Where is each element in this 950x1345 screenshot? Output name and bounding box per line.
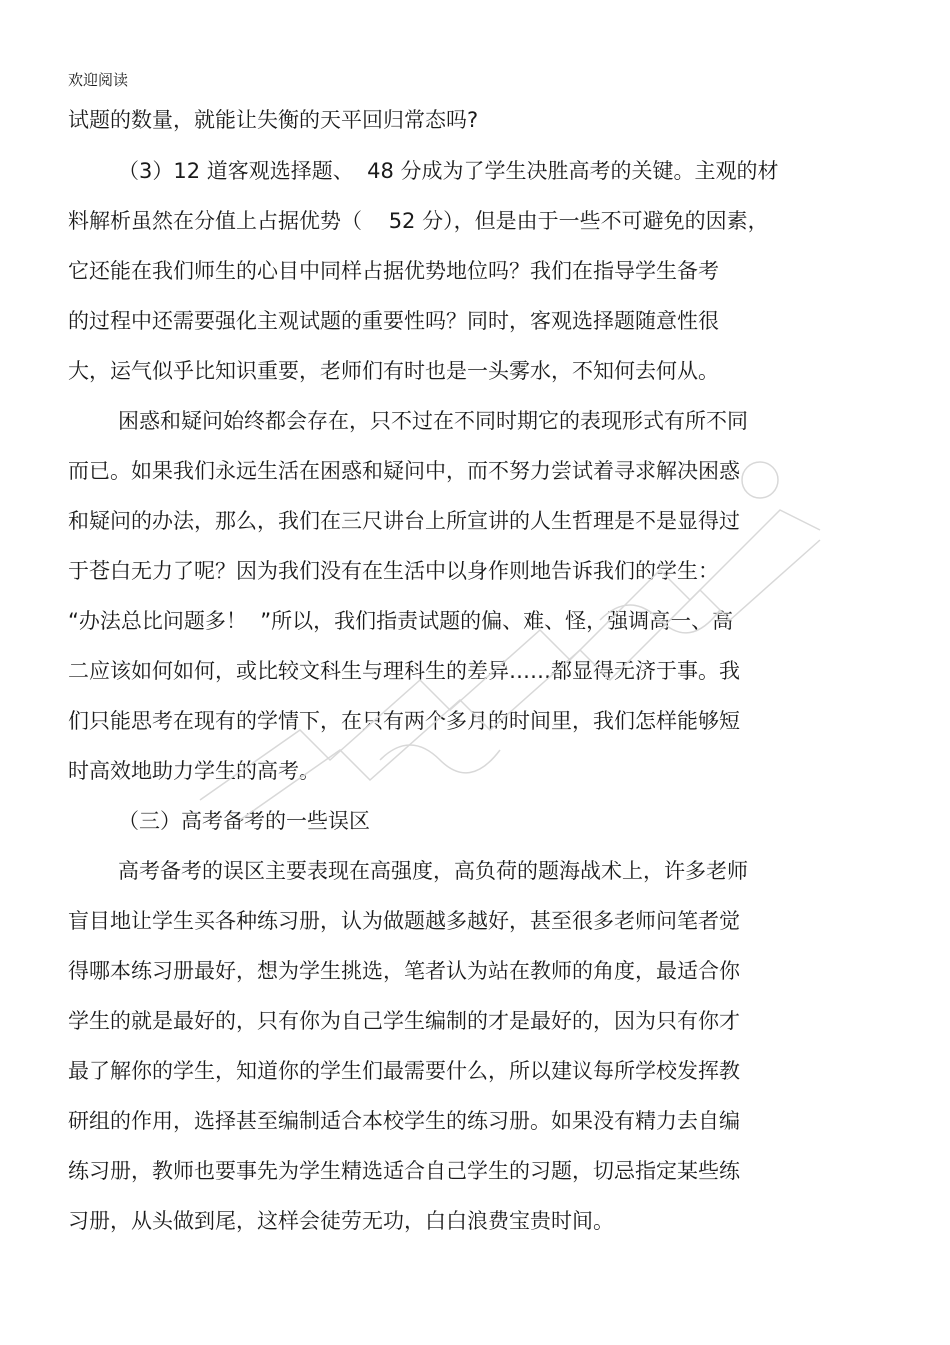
text-line: 于苍白无力了呢？因为我们没有在生活中以身作则地告诉我们的学生： bbox=[68, 559, 719, 583]
text-line: 盲目地让学生买各种练习册，认为做题越多越好，甚至很多老师问笔者觉 bbox=[68, 909, 740, 933]
text-line: 最了解你的学生，知道你的学生们最需要什么，所以建议每所学校发挥教 bbox=[68, 1059, 740, 1083]
text-line: 试题的数量，就能让失衡的天平回归常态吗? bbox=[68, 108, 479, 132]
text-line: 时高效地助力学生的高考。 bbox=[68, 759, 320, 783]
text-line: 的过程中还需要强化主观试题的重要性吗？同时，客观选择题随意性很 bbox=[68, 309, 719, 333]
text-line: 练习册，教师也要事先为学生精选适合自己学生的习题，切忌指定某些练 bbox=[68, 1159, 740, 1183]
text-line: 料解析虽然在分值上占据优势（ 52 分），但是由于一些不可避免的因素， bbox=[68, 209, 769, 233]
text-line: 而已。如果我们永远生活在困惑和疑问中，而不努力尝试着寻求解决困惑 bbox=[68, 459, 740, 483]
text-line: 研组的作用，选择甚至编制适合本校学生的练习册。如果没有精力去自编 bbox=[68, 1109, 740, 1133]
text-line: 得哪本练习册最好，想为学生挑选，笔者认为站在教师的角度，最适合你 bbox=[68, 959, 740, 983]
text-line: 和疑问的办法，那么，我们在三尺讲台上所宣讲的人生哲理是不是显得过 bbox=[68, 509, 740, 533]
page-header: 欢迎阅读 bbox=[68, 71, 129, 89]
text-line: 们只能思考在现有的学情下，在只有两个多月的时间里，我们怎样能够短 bbox=[68, 709, 740, 733]
text-line: （3）12 道客观选择题、 48 分成为了学生决胜高考的关键。主观的材 bbox=[118, 159, 779, 183]
section-heading: （三）高考备考的一些误区 bbox=[118, 809, 370, 833]
text-line: 习册，从头做到尾，这样会徒劳无功，白白浪费宝贵时间。 bbox=[68, 1209, 614, 1233]
text-line: “办法总比问题多！ ”所以，我们指责试题的偏、难、怪，强调高一、高 bbox=[68, 609, 734, 633]
text-line: 学生的就是最好的，只有你为自己学生编制的才是最好的，因为只有你才 bbox=[68, 1009, 740, 1033]
text-line: 高考备考的误区主要表现在高强度，高负荷的题海战术上，许多老师 bbox=[118, 859, 748, 883]
text-line: 它还能在我们师生的心目中同样占据优势地位吗？我们在指导学生备考 bbox=[68, 259, 719, 283]
text-line: 困惑和疑问始终都会存在，只不过在不同时期它的表现形式有所不同 bbox=[118, 409, 748, 433]
text-line: 大，运气似乎比知识重要，老师们有时也是一头雾水，不知何去何从。 bbox=[68, 359, 719, 383]
text-line: 二应该如何如何，或比较文科生与理科生的差异……都显得无济于事。我 bbox=[68, 659, 740, 683]
